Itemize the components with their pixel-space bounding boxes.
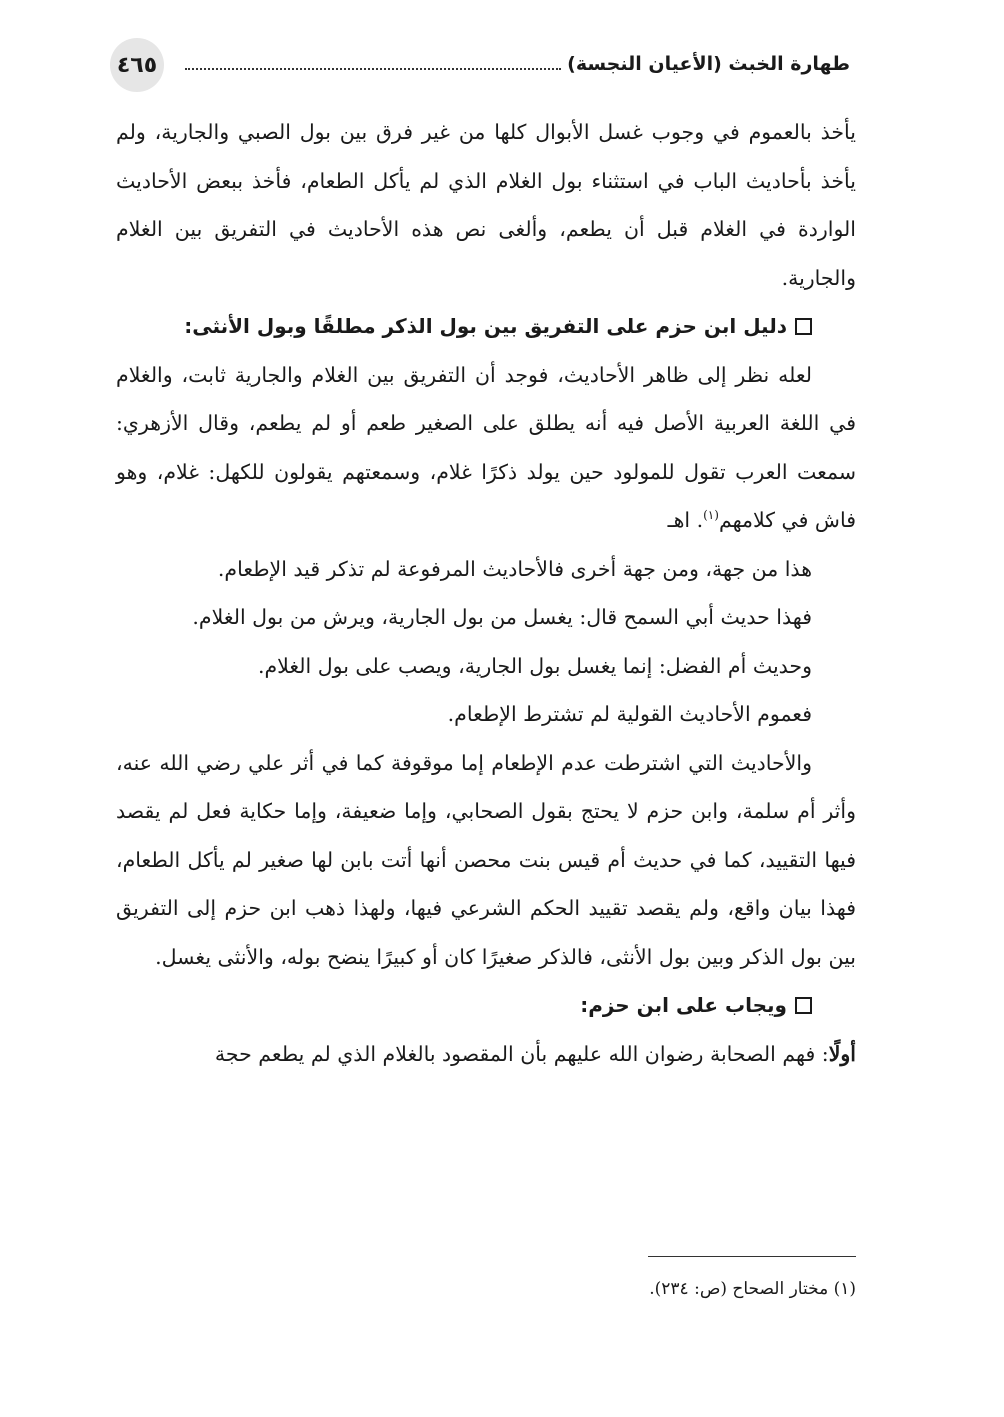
paragraph-8 — [116, 1030, 856, 1079]
page-number: ٤٦٥ — [110, 38, 164, 92]
running-header-title: طهارة الخبث (الأعيان النجسة) — [567, 53, 850, 75]
paragraph-6: فعموم الأحاديث القولية لم تشترط الإطعام. — [447, 702, 812, 726]
paragraph-8-lead: أولًا — [828, 1041, 856, 1066]
paragraph-2-tail: . اهـ — [667, 508, 704, 532]
paragraph-2-text: لعله نظر إلى ظاهر الأحاديث، فوجد أن التفريق بين الغلام والجارية ثابت، والغلام في اللغة العربية الأصل فيه أنه يطلق على الصغير طعم أو لم يطعم، وقال الأزهري: سمعت العرب تقول للمولود حين يولد ذكرًا غلام، وسمعتهم يقولون للكهل: غلام، وهو فاش في كلامهم — [116, 362, 856, 532]
page-body — [116, 108, 856, 1078]
paragraph-7: والأحاديث التي اشترطت عدم الإطعام إما موقوفة كما في أثر علي رضي الله عنه، وأثر أم سلمة، وابن حزم لا يحتج بقول الصحابي، وإما ضعيفة، وإما حكاية فعل لم يقصد فيها التقييد، كما في حديث أم قيس بنت محصن أنها أتت بابن لها صغير لم يأكل الطعام، فهذا بيان واقع، ولم يقصد تقييد الحكم الشرعي فيها، ولهذا ذهب ابن حزم إلى التفريق بين بول الذكر وبين بول الأنثى، فالذكر صغيرًا كان أو كبيرًا ينضح بوله، والأنثى يغسل. — [116, 750, 856, 969]
section-heading-text: ويجاب على ابن حزم: — [580, 993, 787, 1017]
square-bullet-icon — [795, 318, 812, 335]
section-heading-ibn-hazm-evidence — [116, 302, 812, 351]
paragraph-4: فهذا حديث أبي السمح قال: يغسل من بول الجارية، ويرش من بول الغلام. — [192, 605, 812, 629]
paragraph-2 — [116, 351, 856, 545]
paragraph-5: وحديث أم الفضل: إنما يغسل بول الجارية، ويصب على بول الغلام. — [257, 653, 812, 678]
section-heading-text: دليل ابن حزم على التفريق بين بول الذكر مطلقًا وبول الأنثى: — [184, 314, 787, 338]
paragraph-3: هذا من جهة، ومن جهة أخرى فالأحاديث المرفوعة لم تذكر قيد الإطعام. — [217, 556, 812, 581]
footnote-reference: (١) — [703, 508, 719, 523]
footnote: (١) مختار الصحاح (ص: ٢٣٤). — [649, 1279, 856, 1299]
paragraph-8-text: : فهم الصحابة رضوان الله عليهم بأن المقصود بالغلام الذي لم يطعم حجة — [214, 1041, 829, 1066]
footnote-separator — [648, 1256, 856, 1257]
paragraph-1: يأخذ بالعموم في وجوب غسل الأبوال كلها من غير فرق بين بول الصبي والجارية، ولم يأخذ بأحاديث الباب في استثناء بول الغلام الذي لم يأكل الطعام، فأخذ ببعض الأحاديث الواردة في الغلام قبل أن يطعم، وألغى نص هذه الأحاديث في التفريق بين الغلام والجارية. — [116, 120, 856, 290]
header-dotted-leader — [185, 68, 561, 70]
running-header — [185, 46, 856, 82]
section-heading-reply — [116, 981, 812, 1030]
square-bullet-icon — [795, 997, 812, 1014]
